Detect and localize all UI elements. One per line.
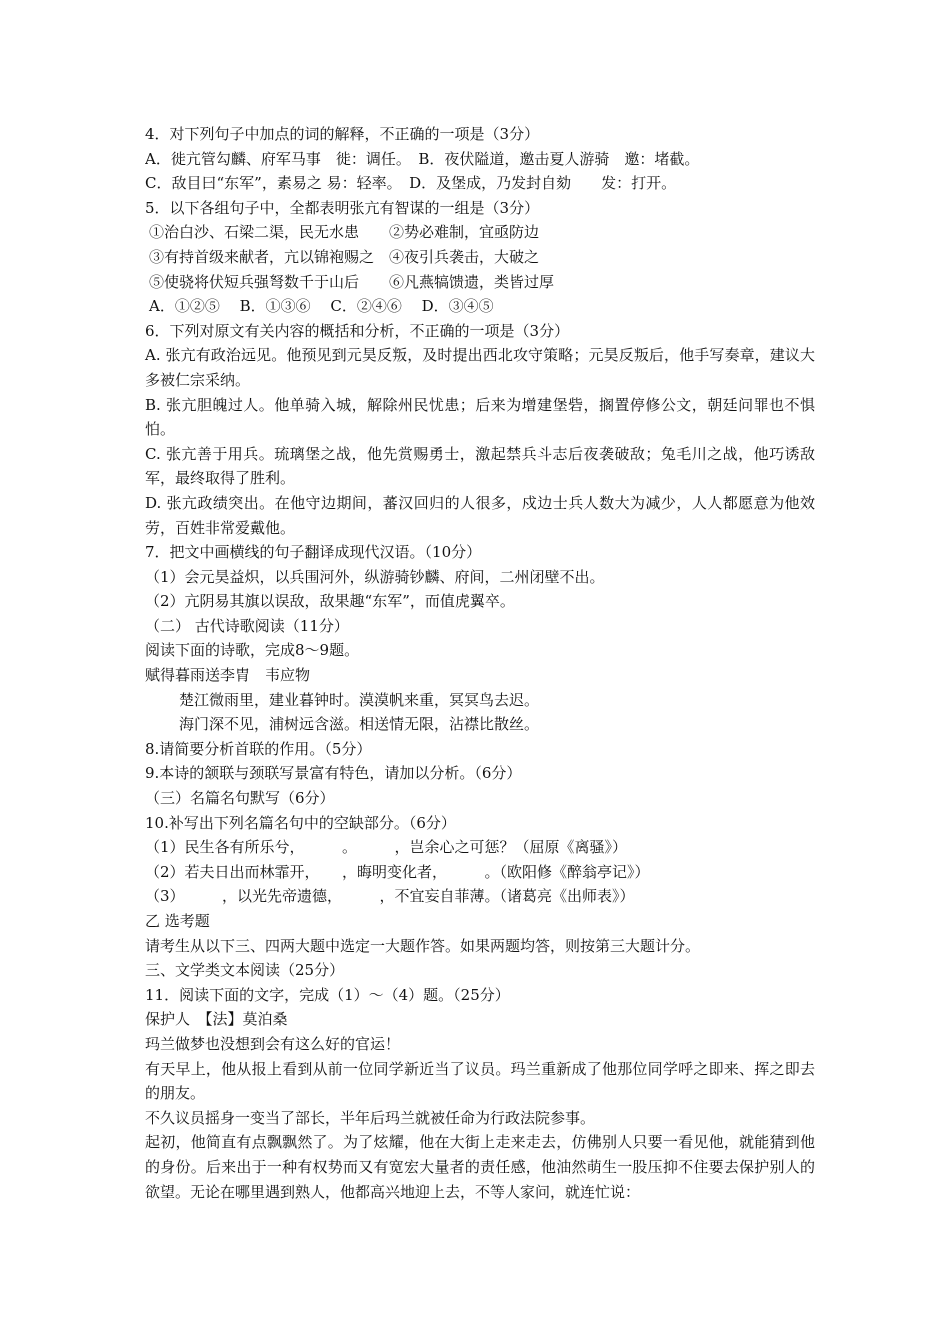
text-paragraph: C. 张亢善于用兵。琉璃堡之战，他先赏赐勇士，激起禁兵斗志后夜袭破敌；兔毛川之战，他巧诱敌军，最终取得了胜利。 bbox=[145, 444, 815, 488]
text-line: 乙 选考题 bbox=[145, 912, 210, 930]
text-line: ⑤使骁将伏短兵强弩数千于山后 ⑥凡燕犒馈遗，类皆过厚 bbox=[149, 272, 555, 291]
text-line: 4．对下列句子中加点的词的解释，不正确的一项是（3分） bbox=[145, 125, 540, 143]
text-line: 玛兰做梦也没想到会有这么好的官运！ bbox=[145, 1034, 401, 1053]
text-paragraph: A. 张亢有政治远见。他预见到元昊反叛，及时提出西北攻守策略；元昊反叛后，他手写奏章，建议大多被仁宗采纳。 bbox=[145, 346, 815, 389]
text-line: ①治白沙、石梁二渠，民无水患 ②势必难制，宜亟防边 bbox=[149, 223, 540, 242]
text-line: ③有持首级来献者，亢以锦袍赐之 ④夜引兵袭击，大破之 bbox=[149, 247, 540, 266]
text-line: 请考生从以下三、四两大题中选定一大题作答。如果两题均答，则按第三大题计分。 bbox=[145, 936, 701, 955]
text-line: （二） 古代诗歌阅读（11分） bbox=[145, 616, 349, 635]
text-line: 不久议员摇身一变当了部长，半年后玛兰就被任命为行政法院参事。 bbox=[145, 1108, 596, 1127]
text-line: 6．下列对原文有关内容的概括和分析，不正确的一项是（3分） bbox=[145, 321, 570, 340]
text-line: 7．把文中画横线的句子翻译成现代汉语。（10分） bbox=[145, 543, 482, 562]
text-line: （1）会元昊益炽，以兵围河外，纵游骑钞麟、府间，二州闭壁不出。 bbox=[145, 567, 605, 586]
text-line: 海门深不见，浦树远含滋。相送情无限，沾襟比散丝。 bbox=[179, 715, 540, 734]
text-line: 8.请简要分析首联的作用。（5分） bbox=[145, 739, 372, 758]
text-line: C．敌目曰“东军”，素易之 易：轻率。 D．及堡成，乃发封自劾 发：打开。 bbox=[145, 174, 677, 193]
text-paragraph: 起初，他简直有点飘飘然了。为了炫耀，他在大街上走来走去，仿佛别人只要一看见他，就能猜到他的身份。后来出于一种有权势而又有宽宏大量者的责任感，他油然萌生一股压抑不住要去保护别人的欲望。无论在哪里遇到熟人，他都高兴地迎上去，不等人家问，就连忙说： bbox=[145, 1133, 815, 1201]
text-paragraph: 有天早上，他从报上看到从前一位同学新近当了议员。玛兰重新成了他那位同学呼之即来、挥之即去的朋友。 bbox=[145, 1059, 815, 1103]
text-line: A．①②⑤ B．①③⑥ C．②④⑥ D．③④⑤ bbox=[149, 297, 494, 316]
text-line: （3） ，以光先帝遗德， ，不宜妄自菲薄。（诸葛亮《出师表》） bbox=[145, 887, 635, 906]
text-line: 阅读下面的诗歌，完成8～9题。 bbox=[145, 641, 360, 660]
text-line: 赋得暮雨送李胄 韦应物 bbox=[145, 666, 311, 685]
text-line: （三）名篇名句默写（6分） bbox=[145, 789, 335, 808]
text-line: 5．以下各组句子中，全都表明张亢有智谋的一组是（3分） bbox=[145, 198, 540, 217]
text-line: 11．阅读下面的文字，完成（1）～（4）题。（25分） bbox=[145, 985, 510, 1004]
text-line: 保护人 【法】莫泊桑 bbox=[145, 1010, 288, 1029]
text-line: 10.补写出下列名篇名句中的空缺部分。（6分） bbox=[145, 813, 456, 832]
text-line: （2）若夫日出而林霏开， ，晦明变化者， 。（欧阳修《醉翁亭记》） bbox=[145, 862, 650, 881]
text-paragraph: D. 张亢政绩突出。在他守边期间，蕃汉回归的人很多，戍边士兵人数大为减少，人人都愿意为他效劳，百姓非常爱戴他。 bbox=[145, 493, 815, 537]
text-line: （1）民生各有所乐兮， 。 ，岂余心之可惩？（屈原《离骚》） bbox=[145, 838, 628, 857]
text-line: 三、文学类文本阅读（25分） bbox=[145, 961, 345, 980]
text-line: A．徙亢管勾麟、府军马事 徙：调任。 B．夜伏隘道，邀击夏人游骑 邀：堵截。 bbox=[145, 149, 700, 168]
text-line: （2）亢阴易其旗以误敌，敌果趣“东军”，而值虎翼卒。 bbox=[145, 592, 515, 611]
document-page bbox=[145, 122, 815, 1204]
text-line: 9.本诗的颔联与颈联写景富有特色，请加以分析。（6分） bbox=[145, 764, 522, 783]
text-paragraph: B. 张亢胆魄过人。他单骑入城，解除州民忧患；后来为增建堡砦，搁置停修公文，朝廷问罪也不惧怕。 bbox=[145, 395, 815, 439]
text-line: 楚江微雨里，建业暮钟时。漠漠帆来重，冥冥鸟去迟。 bbox=[179, 690, 540, 709]
